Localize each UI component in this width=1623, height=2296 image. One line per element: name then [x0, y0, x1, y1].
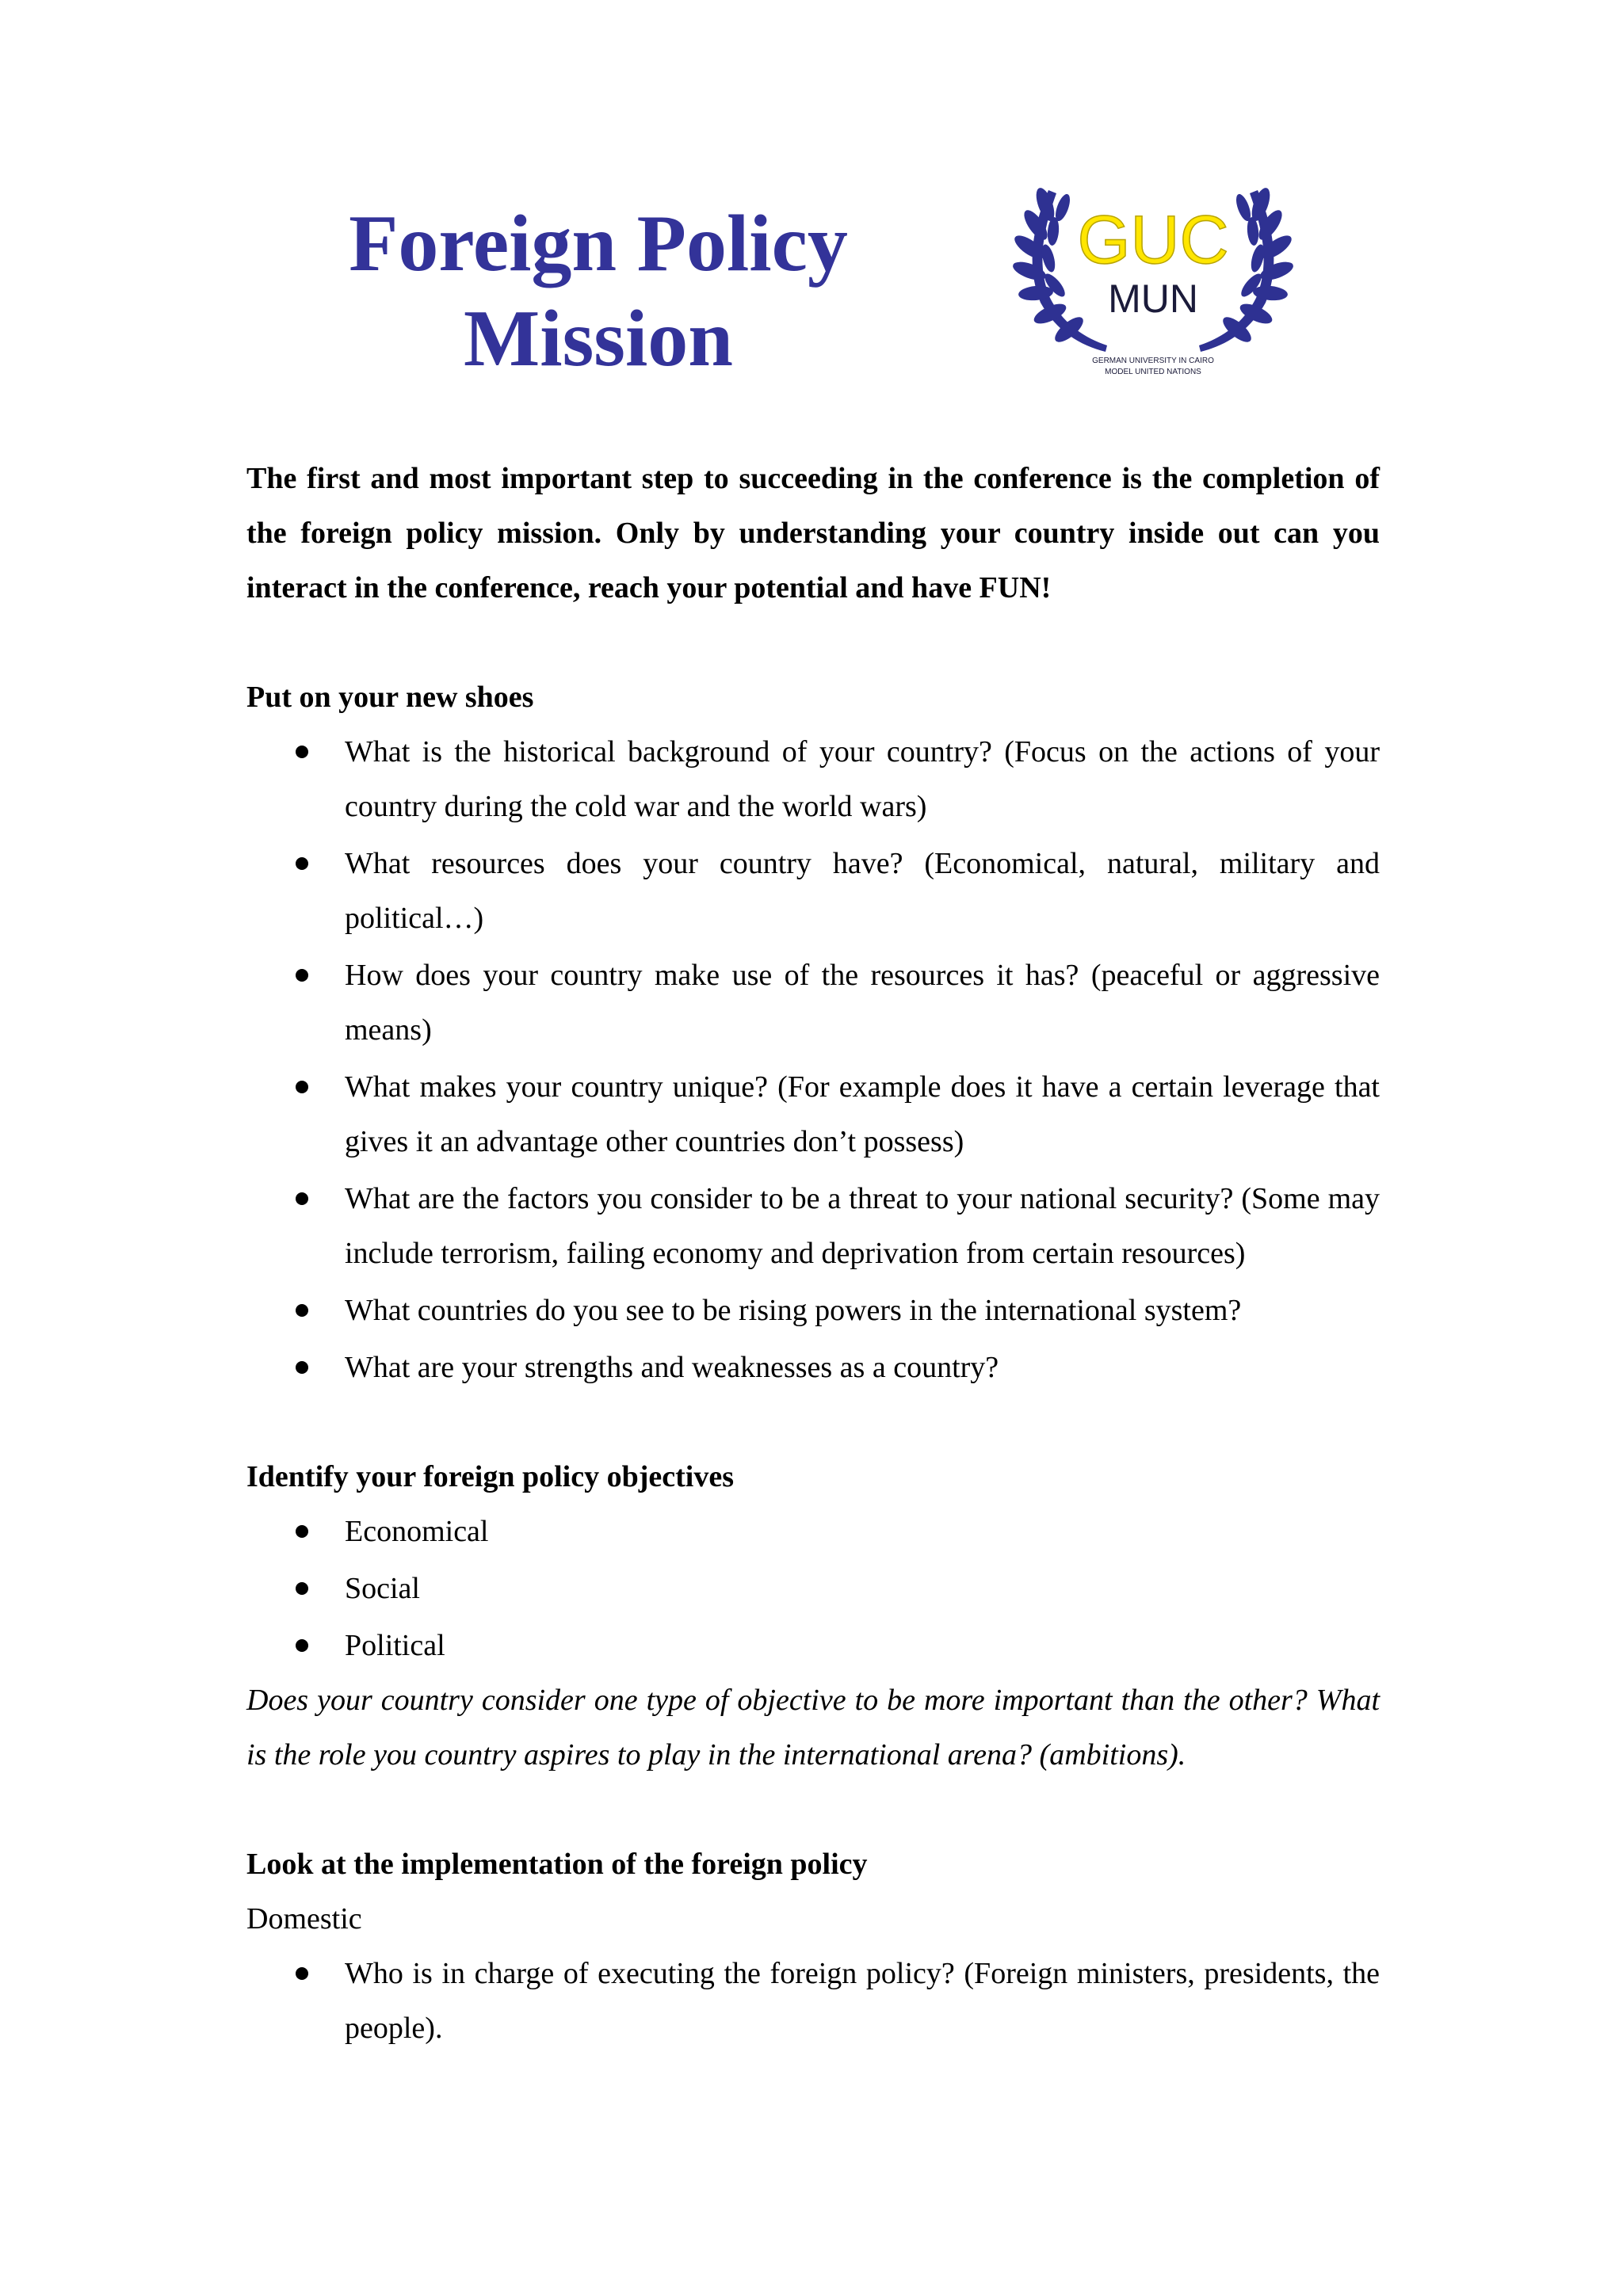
bullet-icon [296, 969, 308, 982]
list-item-text: What is the historical background of your country? (Focus on the actions of your country during the cold war and the world wars) [345, 735, 1380, 823]
list-item-text: What resources does your country have? (Economical, natural, military and political…) [345, 847, 1380, 935]
list-item [246, 837, 1380, 946]
logo-caption-line-2: MODEL UNITED NATIONS [1105, 368, 1201, 376]
list-item [246, 725, 1380, 834]
list-item [246, 1505, 1380, 1559]
list-item [246, 1619, 1380, 1673]
list-item-text: Economical [345, 1515, 489, 1548]
list-item [246, 1283, 1380, 1338]
bullet-icon [296, 1361, 308, 1374]
page-title-line-1: Foreign Policy [349, 199, 848, 288]
objectives-note: Does your country consider one type of objective to be more important than the other? What is the role you country aspires to play in the international arena? (ambitions). [246, 1684, 1380, 1772]
list-item-text: Who is in charge of executing the foreign policy? (Foreign ministers, presidents, the people). [345, 1957, 1380, 2045]
section-heading-objectives: Identify your foreign policy objectives [246, 1460, 734, 1493]
bullet-icon [296, 1582, 308, 1595]
list-item-text: What are your strengths and weaknesses as a country? [345, 1351, 999, 1384]
bullet-icon [296, 857, 308, 870]
section-heading-new-shoes: Put on your new shoes [246, 681, 534, 714]
bullet-icon [296, 1967, 308, 1980]
list-item [246, 1341, 1380, 1395]
guc-mun-logo [987, 176, 1319, 390]
bullet-icon [296, 1081, 308, 1093]
bullet-icon [296, 1192, 308, 1205]
intro-paragraph: The first and most important step to succeeding in the conference is the completion of the foreign policy mission. Only by understanding your country inside out can you interact in the conference, reach your potential and have FUN! [246, 462, 1380, 605]
sub-heading-domestic: Domestic [246, 1902, 362, 1936]
logo-guc-text: GUC [1077, 202, 1229, 278]
new-shoes-list [246, 725, 1380, 1395]
list-item-text: What makes your country unique? (For example does it have a certain leverage that gives it an advantage other countries don’t possess) [345, 1070, 1380, 1158]
bullet-icon [296, 1525, 308, 1538]
list-item [246, 1947, 1380, 2056]
bullet-icon [296, 1304, 308, 1317]
logo-mun-text: MUN [1108, 277, 1198, 321]
implementation-list [246, 1947, 1380, 2056]
bullet-icon [296, 746, 308, 758]
list-item [246, 1172, 1380, 1281]
list-item-text: What are the factors you consider to be a threat to your national security? (Some may include terrorism, failing economy and deprivation from certain resources) [345, 1182, 1380, 1270]
list-item [246, 948, 1380, 1058]
page-title [301, 196, 896, 387]
section-heading-implementation: Look at the implementation of the foreign policy [246, 1848, 868, 1881]
page-title-line-2: Mission [463, 294, 734, 383]
list-item [246, 1060, 1380, 1169]
document-body [246, 452, 1380, 2056]
bullet-icon [296, 1639, 308, 1652]
list-item-text: Social [345, 1572, 420, 1605]
list-item [246, 1562, 1380, 1616]
list-item-text: How does your country make use of the resources it has? (peaceful or aggressive means) [345, 959, 1380, 1047]
logo-caption-line-1: GERMAN UNIVERSITY IN CAIRO [1092, 357, 1214, 365]
list-item-text: Political [345, 1629, 445, 1662]
list-item-text: What countries do you see to be rising powers in the international system? [345, 1294, 1242, 1327]
objectives-list [246, 1505, 1380, 1673]
